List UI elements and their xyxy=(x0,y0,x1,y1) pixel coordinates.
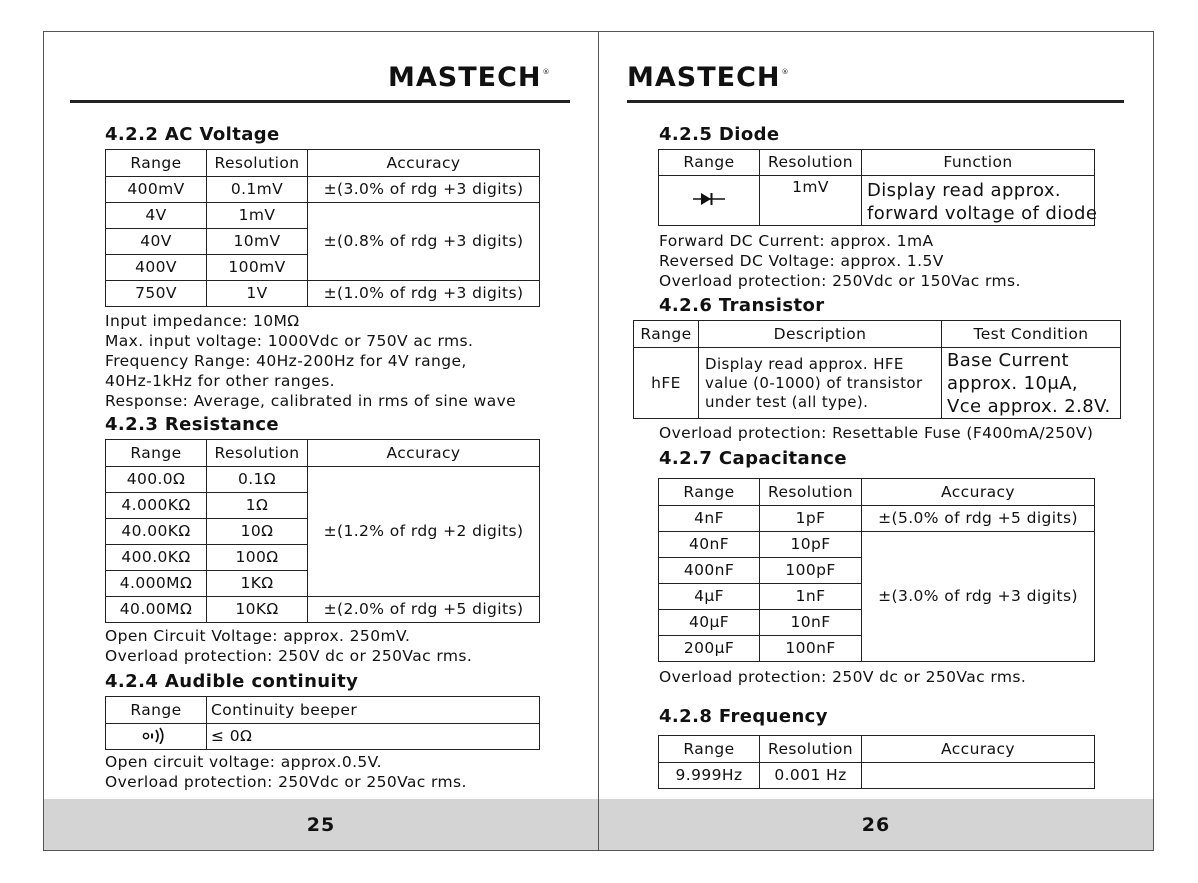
range-cell: 9.999Hz xyxy=(659,763,760,789)
range-cell: 400mV xyxy=(106,177,207,203)
resolution-cell: 100Ω xyxy=(207,545,308,571)
column-header: Range xyxy=(659,479,760,506)
section-heading-transistor: 4.2.6 Transistor xyxy=(659,295,825,316)
accuracy-cell: ±(1.0% of rdg +3 digits) xyxy=(308,281,540,307)
accuracy-cell xyxy=(862,763,1095,789)
spec-note: Overload protection: 250V dc or 250Vac rms. xyxy=(105,647,473,665)
diode-icon xyxy=(691,191,727,207)
resolution-cell: 1V xyxy=(207,281,308,307)
table-header-row xyxy=(659,150,1095,176)
range-cell: 40.00KΩ xyxy=(106,519,207,545)
beeper-icon xyxy=(141,726,171,744)
description-line: value (0-1000) of transistor xyxy=(705,373,923,392)
spec-note: Frequency Range: 40Hz-200Hz for 4V range, xyxy=(105,352,467,370)
table-row xyxy=(106,177,540,203)
function-line: Display read approx. xyxy=(867,180,1062,201)
table-row xyxy=(634,348,1121,419)
table-header-row xyxy=(106,697,540,724)
spec-note: Open Circuit Voltage: approx. 250mV. xyxy=(105,627,411,645)
function-cell xyxy=(862,176,1098,226)
accuracy-cell: ±(3.0% of rdg +3 digits) xyxy=(862,532,1095,662)
spec-note: Forward DC Current: approx. 1mA xyxy=(659,232,934,250)
resolution-cell: 10Ω xyxy=(207,519,308,545)
condition-line: Vce approx. 2.8V. xyxy=(947,396,1111,417)
section-heading-diode: 4.2.5 Diode xyxy=(659,124,780,145)
column-header: Test Condition xyxy=(942,321,1121,348)
resolution-cell: 10mV xyxy=(207,229,308,255)
range-cell: 400V xyxy=(106,255,207,281)
column-header: Range xyxy=(106,150,207,177)
section-heading-frequency: 4.2.8 Frequency xyxy=(659,706,828,727)
page-footer xyxy=(599,799,1153,850)
range-cell: 4V xyxy=(106,203,207,229)
resolution-cell: 10pF xyxy=(760,532,862,558)
page-number: 25 xyxy=(306,813,336,836)
table-row xyxy=(106,203,540,229)
resolution-cell: 10nF xyxy=(760,610,862,636)
spec-note: Overload protection: Resettable Fuse (F400mA/250V) xyxy=(659,424,1094,442)
section-heading-continuity: 4.2.4 Audible continuity xyxy=(105,671,359,692)
section-heading-ac-voltage: 4.2.2 AC Voltage xyxy=(105,124,280,145)
range-cell: 40nF xyxy=(659,532,760,558)
range-cell: 200μF xyxy=(659,636,760,662)
column-header: Range xyxy=(106,697,207,724)
resolution-cell: 0.1Ω xyxy=(207,467,308,493)
frequency-table xyxy=(658,735,1095,789)
range-cell: 400nF xyxy=(659,558,760,584)
range-cell: 4μF xyxy=(659,584,760,610)
column-header: Continuity beeper xyxy=(207,697,540,724)
column-header: Accuracy xyxy=(308,150,540,177)
condition-line: approx. 10μA, xyxy=(947,373,1079,394)
range-cell xyxy=(659,176,760,226)
column-header: Resolution xyxy=(760,150,862,176)
resolution-cell: 0.1mV xyxy=(207,177,308,203)
range-cell: hFE xyxy=(634,348,699,419)
table-header-row xyxy=(106,150,540,177)
range-cell: 40V xyxy=(106,229,207,255)
condition-line: Base Current xyxy=(947,350,1069,371)
resolution-cell: 1KΩ xyxy=(207,571,308,597)
column-header: Range xyxy=(659,736,760,763)
range-cell: 4nF xyxy=(659,506,760,532)
table-header-row xyxy=(106,440,540,467)
column-header: Range xyxy=(106,440,207,467)
continuity-table xyxy=(105,696,540,750)
capacitance-table xyxy=(658,478,1095,662)
continuity-threshold: ≤ 0Ω xyxy=(207,724,540,750)
column-header: Accuracy xyxy=(862,736,1095,763)
page-footer xyxy=(44,799,598,850)
ac-voltage-table xyxy=(105,149,540,307)
table-row xyxy=(659,176,1095,226)
column-header: Resolution xyxy=(760,479,862,506)
range-cell: 40μF xyxy=(659,610,760,636)
spec-note: Input impedance: 10MΩ xyxy=(105,312,300,330)
transistor-table xyxy=(633,320,1121,419)
spec-note: Open circuit voltage: approx.0.5V. xyxy=(105,753,383,771)
spec-note: Overload protection: 250V dc or 250Vac rms. xyxy=(659,668,1027,686)
table-row xyxy=(659,506,1095,532)
page-26 xyxy=(599,32,1153,850)
spec-note: 40Hz-1kHz for other ranges. xyxy=(105,372,335,390)
page-number: 26 xyxy=(861,813,891,836)
resolution-cell: 100nF xyxy=(760,636,862,662)
page-25 xyxy=(44,32,599,850)
resolution-cell: 0.001 Hz xyxy=(760,763,862,789)
resolution-cell: 1mV xyxy=(760,176,862,226)
range-cell: 4.000MΩ xyxy=(106,571,207,597)
section-heading-capacitance: 4.2.7 Capacitance xyxy=(659,448,847,469)
description-line: Display read approx. HFE xyxy=(705,354,904,373)
description-line: under test (all type). xyxy=(705,392,869,411)
resolution-cell: 1nF xyxy=(760,584,862,610)
spec-note: Overload protection: 250Vdc or 150Vac rms. xyxy=(659,272,1021,290)
column-header: Resolution xyxy=(207,150,308,177)
brand-logo: MASTECH® xyxy=(627,62,790,93)
table-row xyxy=(659,532,1095,558)
spec-note: Response: Average, calibrated in rms of sine wave xyxy=(105,392,517,410)
resolution-cell: 100pF xyxy=(760,558,862,584)
header-rule xyxy=(70,100,570,103)
accuracy-cell: ±(2.0% of rdg +5 digits) xyxy=(308,597,540,623)
table-header-row xyxy=(659,479,1095,506)
resolution-cell: 1pF xyxy=(760,506,862,532)
resolution-cell: 1mV xyxy=(207,203,308,229)
column-header: Accuracy xyxy=(862,479,1095,506)
resolution-cell: 100mV xyxy=(207,255,308,281)
range-cell: 40.00MΩ xyxy=(106,597,207,623)
spec-note: Overload protection: 250Vdc or 250Vac rms. xyxy=(105,773,467,791)
range-cell: 750V xyxy=(106,281,207,307)
range-cell xyxy=(106,724,207,750)
range-cell: 400.0Ω xyxy=(106,467,207,493)
diode-table xyxy=(658,149,1098,226)
test-condition-cell xyxy=(942,348,1121,419)
accuracy-cell: ±(1.2% of rdg +2 digits) xyxy=(308,467,540,597)
manual-spread xyxy=(43,31,1154,851)
column-header: Function xyxy=(862,150,1095,176)
table-row xyxy=(106,467,540,493)
column-header: Range xyxy=(659,150,760,176)
resolution-cell: 1Ω xyxy=(207,493,308,519)
range-cell: 4.000KΩ xyxy=(106,493,207,519)
table-row xyxy=(106,281,540,307)
column-header: Resolution xyxy=(207,440,308,467)
resistance-table xyxy=(105,439,540,623)
brand-logo: MASTECH® xyxy=(388,62,551,93)
column-header: Resolution xyxy=(760,736,862,763)
resolution-cell: 10KΩ xyxy=(207,597,308,623)
table-row xyxy=(106,724,540,750)
column-header: Range xyxy=(634,321,699,348)
table-header-row xyxy=(634,321,1121,348)
table-header-row xyxy=(659,736,1095,763)
column-header: Accuracy xyxy=(308,440,540,467)
accuracy-cell: ±(5.0% of rdg +5 digits) xyxy=(862,506,1095,532)
header-rule xyxy=(627,100,1124,103)
spec-note: Reversed DC Voltage: approx. 1.5V xyxy=(659,252,944,270)
table-row xyxy=(659,763,1095,789)
table-row xyxy=(106,597,540,623)
range-cell: 400.0KΩ xyxy=(106,545,207,571)
description-cell xyxy=(699,348,942,419)
accuracy-cell: ±(3.0% of rdg +3 digits) xyxy=(308,177,540,203)
column-header: Description xyxy=(699,321,942,348)
section-heading-resistance: 4.2.3 Resistance xyxy=(105,414,280,435)
accuracy-cell: ±(0.8% of rdg +3 digits) xyxy=(308,203,540,281)
function-line: forward voltage of diode xyxy=(867,203,1098,224)
spec-note: Max. input voltage: 1000Vdc or 750V ac rms. xyxy=(105,332,474,350)
